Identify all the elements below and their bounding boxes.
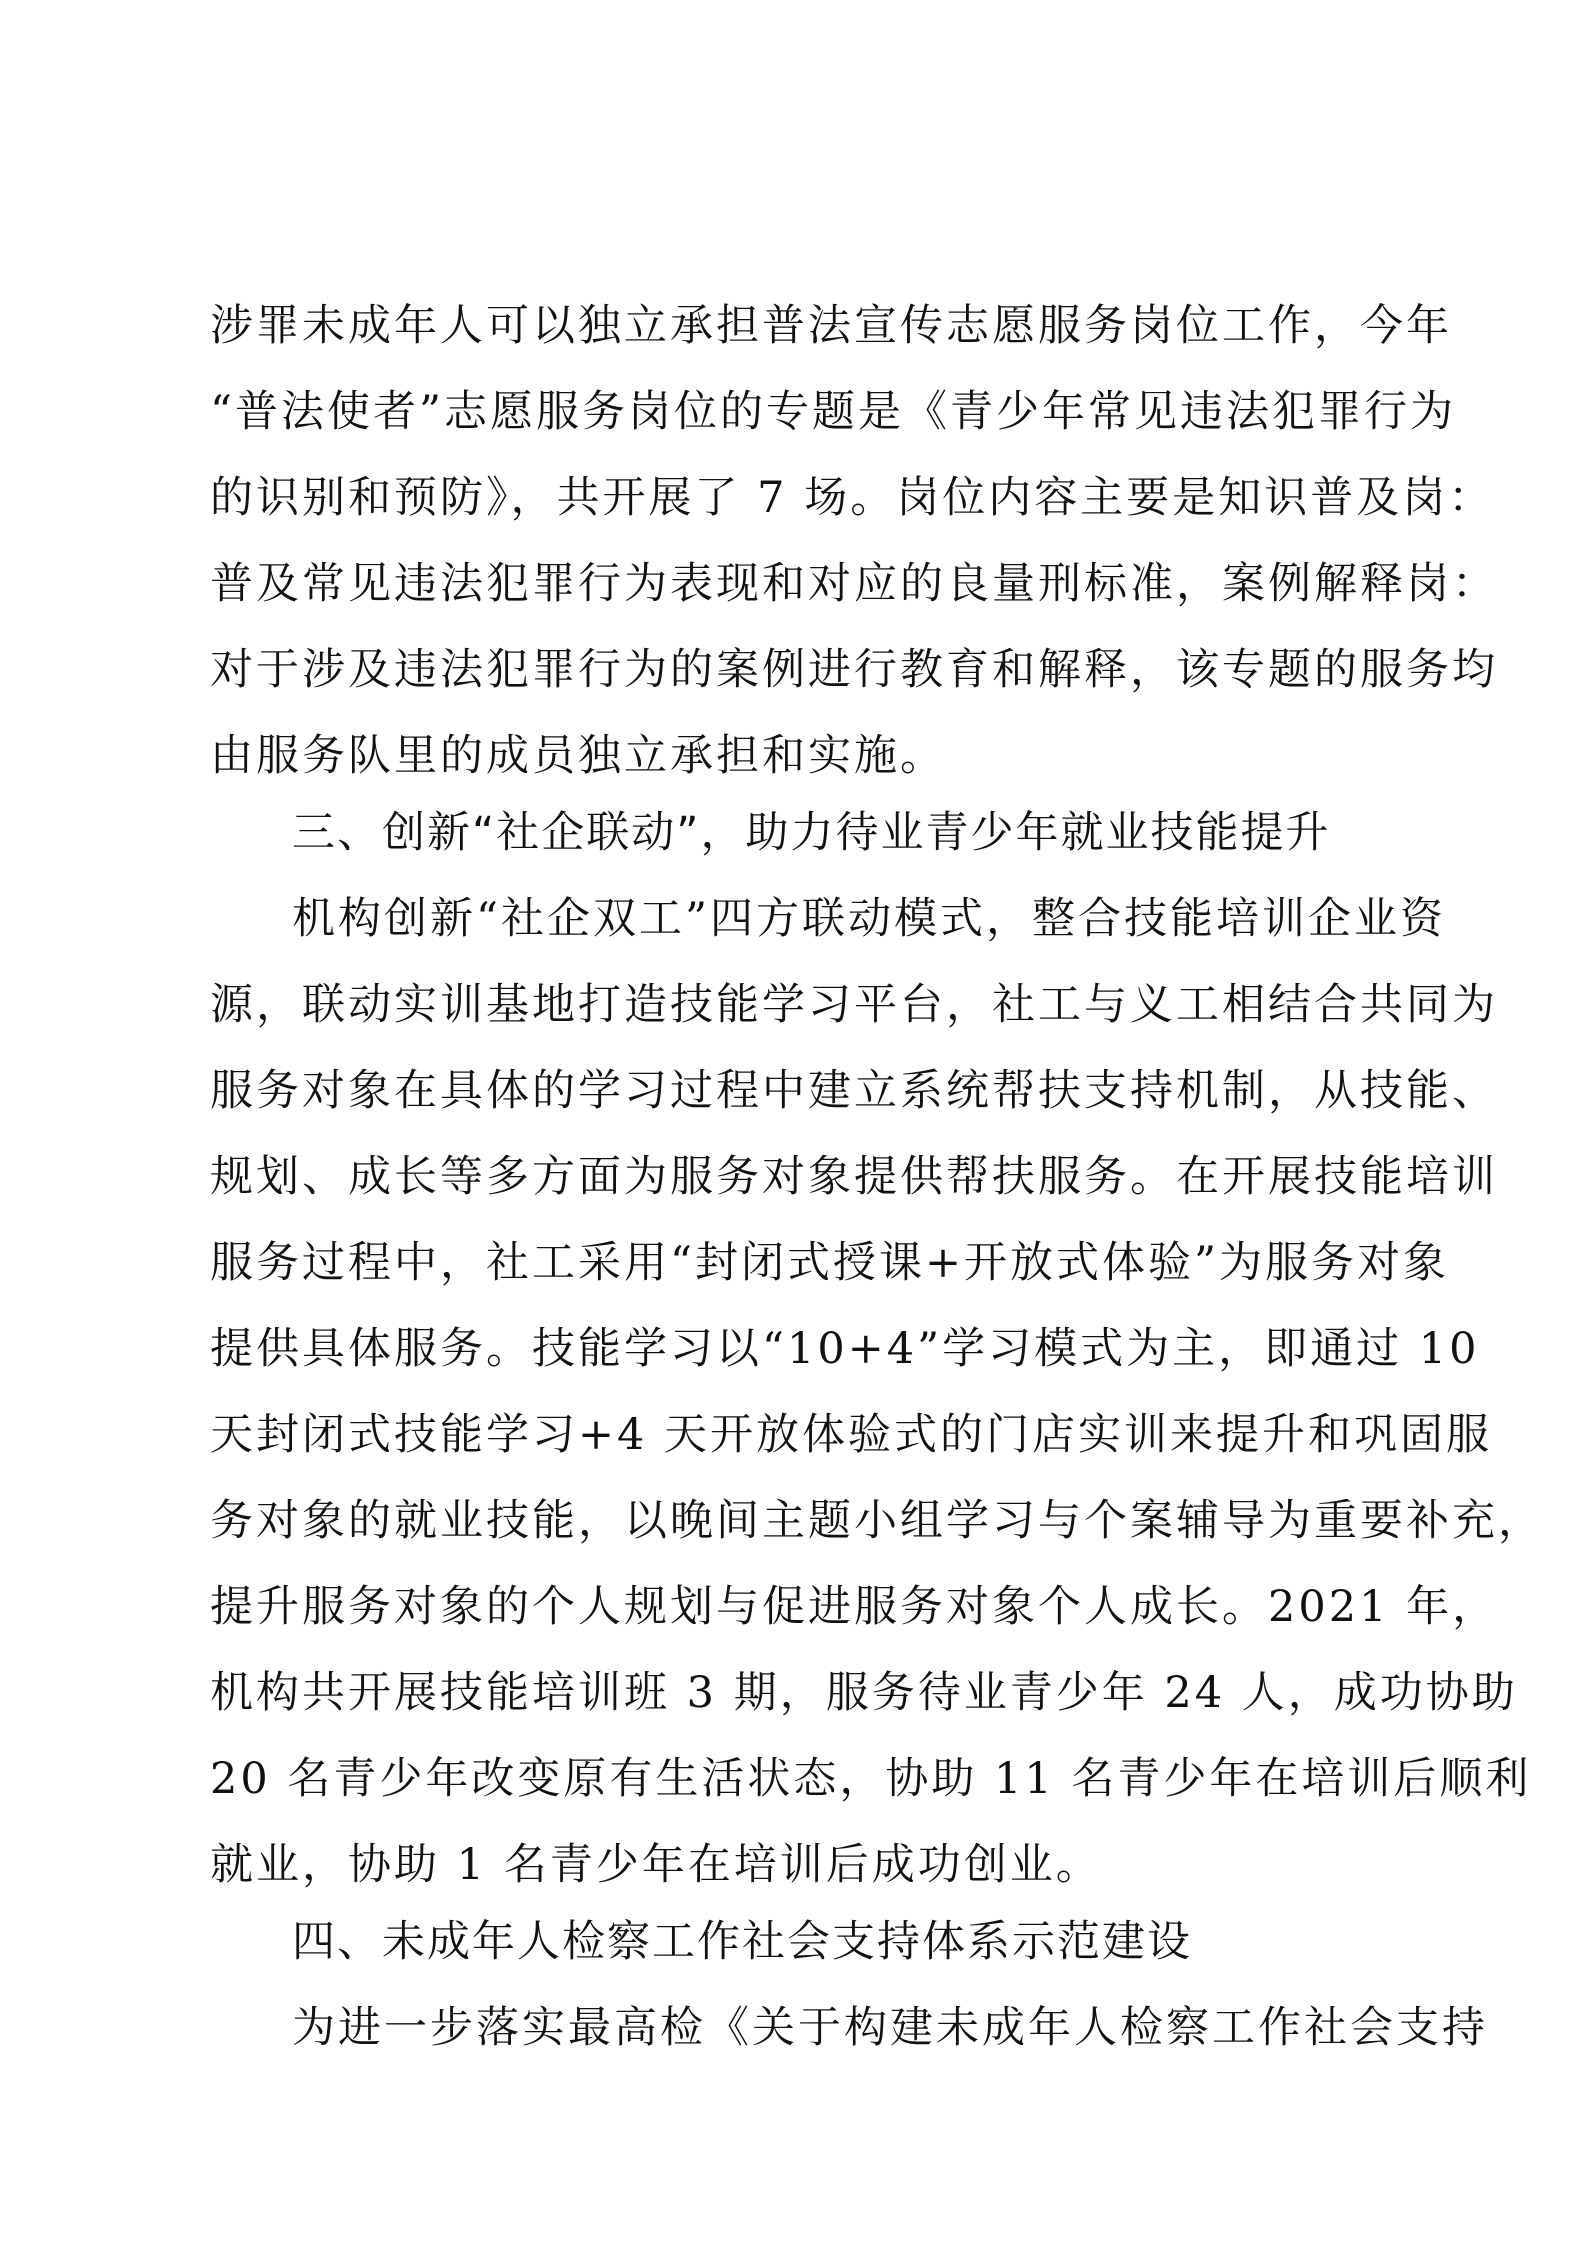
body-line-1: 涉罪未成年人可以独立承担普法宣传志愿服务岗位工作，今年: [210, 301, 1452, 351]
body-line-7: 机构创新“社企双工”四方联动模式，整合技能培训企业资: [292, 894, 1446, 944]
body-line-19: 为进一步落实最高检《关于构建未成年人检察工作社会支持: [292, 2003, 1488, 2053]
body-line-5: 对于涉及违法犯罪行为的案例进行教育和解释，该专题的服务均: [210, 645, 1498, 695]
body-line-13: 天封闭式技能学习+4 天开放体验式的门店实训来提升和巩固服: [210, 1410, 1493, 1460]
body-line-2: “普法使者”志愿服务岗位的专题是《青少年常见违法犯罪行为: [210, 387, 1456, 437]
body-line-16: 机构共开展技能培训班 3 期，服务待业青少年 24 人，成功协助: [210, 1668, 1518, 1718]
body-line-8: 源，联动实训基地打造技能学习平台，社工与义工相结合共同为: [210, 980, 1498, 1030]
body-line-9: 服务对象在具体的学习过程中建立系统帮扶支持机制，从技能、: [210, 1066, 1498, 1116]
body-line-18: 就业，协助 1 名青少年在培训后成功创业。: [210, 1840, 1102, 1890]
body-line-14: 务对象的就业技能，以晚间主题小组学习与个案辅导为重要补充，: [210, 1496, 1544, 1546]
body-line-10: 规划、成长等多方面为服务对象提供帮扶服务。在开展技能培训: [210, 1152, 1498, 1202]
body-line-3: 的识别和预防》，共开展了 7 场。岗位内容主要是知识普及岗：: [210, 473, 1495, 523]
body-line-11: 服务过程中，社工采用“封闭式授课+开放式体验”为服务对象: [210, 1238, 1449, 1288]
body-line-6: 由服务队里的成员独立承担和实施。: [210, 731, 946, 781]
body-line-15: 提升服务对象的个人规划与促进服务对象个人成长。2021 年，: [210, 1582, 1499, 1632]
section-heading-4: 四、未成年人检察工作社会支持体系示范建设: [292, 1917, 1192, 1967]
body-line-17: 20 名青少年改变原有生活状态，协助 11 名青少年在培训后顺利: [210, 1754, 1532, 1804]
section-heading-3: 三、创新“社企联动”，助力待业青少年就业技能提升: [292, 808, 1331, 858]
body-line-12: 提供具体服务。技能学习以“10+4”学习模式为主，即通过 10: [210, 1324, 1480, 1374]
body-line-4: 普及常见违法犯罪行为表现和对应的良量刑标准，案例解释岗：: [210, 559, 1498, 609]
